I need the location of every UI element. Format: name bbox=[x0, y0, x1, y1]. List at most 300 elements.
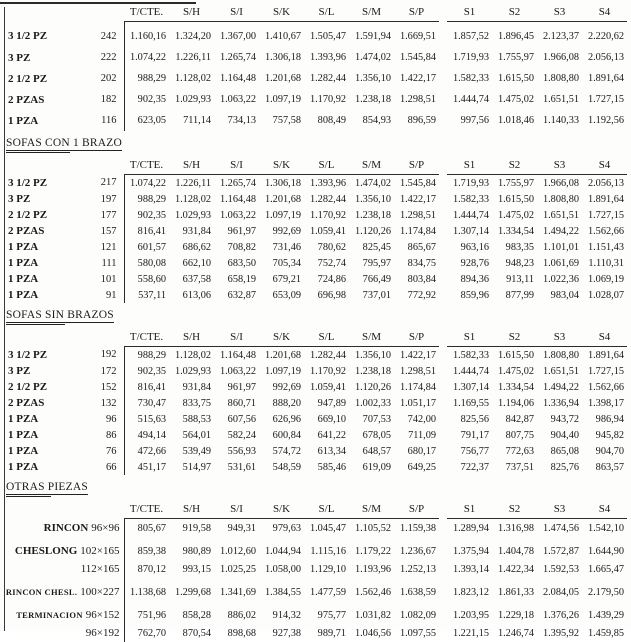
column-gap bbox=[439, 427, 447, 443]
price-cell: 1.120,26 bbox=[354, 225, 391, 237]
row-label-cell bbox=[4, 519, 124, 538]
price-cell: 1.398,17 bbox=[587, 397, 624, 409]
column-header: S/K bbox=[259, 156, 304, 175]
table-row bbox=[4, 379, 627, 395]
column-gap bbox=[439, 411, 447, 427]
price-cell: 1.393,96 bbox=[309, 177, 346, 189]
row-capacity-cell: 217 bbox=[96, 175, 124, 192]
price-cell: 1.307,14 bbox=[452, 225, 489, 237]
column-gap bbox=[439, 271, 447, 287]
price-cell: 948,23 bbox=[505, 257, 534, 269]
column-header: S/I bbox=[214, 500, 259, 519]
column-header: S/I bbox=[214, 156, 259, 175]
table-row bbox=[4, 411, 627, 427]
price-cell: 1.063,22 bbox=[219, 209, 256, 221]
price-cell: 1.002,33 bbox=[354, 397, 391, 409]
price-cell: 931,84 bbox=[182, 225, 211, 237]
price-cell: 1.404,78 bbox=[497, 545, 534, 557]
price-cell: 537,11 bbox=[138, 289, 166, 301]
price-cell: 1.651,51 bbox=[542, 94, 579, 105]
row-label-cell: 1 PZA bbox=[8, 241, 39, 253]
price-cell: 1.236,67 bbox=[399, 545, 436, 557]
column-header: S/H bbox=[169, 500, 214, 519]
table-row bbox=[4, 110, 627, 131]
row-capacity-cell: 121 bbox=[96, 239, 124, 255]
price-cell: 1.591,94 bbox=[354, 31, 391, 42]
price-cell: 904,40 bbox=[550, 429, 579, 441]
price-cell: 986,94 bbox=[595, 413, 624, 425]
price-cell: 1.252,13 bbox=[399, 563, 436, 575]
column-gap bbox=[439, 624, 447, 642]
price-cell: 865,67 bbox=[407, 241, 436, 253]
table-row bbox=[4, 363, 627, 379]
column-gap bbox=[439, 601, 447, 624]
price-cell: 707,53 bbox=[362, 413, 391, 425]
price-cell: 979,63 bbox=[272, 522, 301, 534]
price-cell: 914,32 bbox=[272, 609, 301, 621]
column-header: S/M bbox=[349, 3, 394, 22]
price-cell: 1.298,51 bbox=[399, 209, 436, 221]
price-cell: 1.128,02 bbox=[174, 349, 211, 361]
price-cell: 1.727,15 bbox=[587, 209, 624, 221]
row-label-cell: 3 1/2 PZ bbox=[8, 176, 48, 189]
price-cell: 705,34 bbox=[272, 257, 301, 269]
price-cell: 1.128,02 bbox=[174, 193, 211, 205]
price-cell: 619,09 bbox=[362, 461, 391, 473]
column-header: S/P bbox=[394, 500, 439, 519]
column-header: S/L bbox=[304, 3, 349, 22]
column-header: S/M bbox=[349, 500, 394, 519]
price-cell: 1.194,06 bbox=[497, 397, 534, 409]
price-cell: 585,46 bbox=[317, 461, 346, 473]
row-label-cell bbox=[4, 537, 124, 560]
price-cell: 515,63 bbox=[137, 413, 166, 425]
price-cell: 1.174,84 bbox=[399, 381, 436, 393]
price-cell: 1.727,15 bbox=[587, 365, 624, 377]
price-cell: 1.105,52 bbox=[354, 522, 391, 534]
price-cell: 757,58 bbox=[272, 115, 301, 126]
column-header: S1 bbox=[447, 156, 492, 175]
column-header: S/H bbox=[169, 156, 214, 175]
column-gap bbox=[439, 255, 447, 271]
price-cell: 1.069,19 bbox=[587, 273, 624, 285]
row-label-cell: 2 PZAS bbox=[8, 93, 45, 106]
price-cell: 780,62 bbox=[317, 241, 346, 253]
price-cell: 894,36 bbox=[460, 273, 489, 285]
table-row bbox=[4, 395, 627, 411]
price-cell: 1.059,41 bbox=[309, 225, 346, 237]
price-cell: 653,09 bbox=[272, 289, 301, 301]
column-gap bbox=[439, 47, 447, 68]
price-cell: 1.422,34 bbox=[497, 563, 534, 575]
price-cell: 1.282,44 bbox=[309, 193, 346, 205]
piece-name: TERMINACION bbox=[16, 610, 83, 620]
price-cell: 877,99 bbox=[505, 289, 534, 301]
price-cell: 863,57 bbox=[595, 461, 624, 473]
price-cell: 669,10 bbox=[317, 413, 346, 425]
price-cell: 913,11 bbox=[506, 273, 534, 285]
price-cell: 1.582,33 bbox=[452, 193, 489, 205]
price-cell: 2.220,62 bbox=[587, 31, 624, 42]
price-cell: 1.031,82 bbox=[354, 609, 391, 621]
price-cell: 737,51 bbox=[505, 461, 534, 473]
section-title: SOFAS SIN BRAZOS bbox=[6, 309, 114, 321]
price-cell: 1.226,11 bbox=[175, 177, 211, 189]
price-cell: 919,58 bbox=[182, 522, 211, 534]
price-cell: 623,05 bbox=[137, 115, 166, 126]
column-gap bbox=[439, 537, 447, 560]
price-cell: 1.265,74 bbox=[219, 52, 256, 63]
row-label-cell bbox=[4, 624, 124, 642]
price-cell: 1.444,74 bbox=[452, 365, 489, 377]
price-cell: 1.129,10 bbox=[309, 563, 346, 575]
column-header: S1 bbox=[447, 3, 492, 22]
price-cell: 711,09 bbox=[408, 429, 436, 441]
column-header: S4 bbox=[582, 3, 627, 22]
price-cell: 805,67 bbox=[137, 522, 166, 534]
price-cell: 2.084,05 bbox=[542, 586, 579, 598]
price-cell: 1.025,25 bbox=[219, 563, 256, 575]
price-cell: 514,97 bbox=[182, 461, 211, 473]
price-cell: 842,87 bbox=[505, 413, 534, 425]
price-cell: 983,35 bbox=[505, 241, 534, 253]
table-row bbox=[4, 459, 627, 475]
price-cell: 648,57 bbox=[362, 445, 391, 457]
price-cell: 791,17 bbox=[460, 429, 489, 441]
header-row bbox=[4, 3, 627, 22]
price-cell: 1.061,69 bbox=[542, 257, 579, 269]
price-cell: 1.582,33 bbox=[452, 73, 489, 84]
price-cell: 1.439,29 bbox=[587, 609, 624, 621]
price-cell: 1.097,19 bbox=[264, 365, 301, 377]
price-cell: 859,96 bbox=[460, 289, 489, 301]
price-cell: 1.110,31 bbox=[588, 257, 624, 269]
piece-size: 96×152 bbox=[85, 609, 120, 621]
price-cell: 1.966,08 bbox=[542, 177, 579, 189]
column-header: S/K bbox=[259, 328, 304, 347]
price-cell: 1.669,51 bbox=[399, 31, 436, 42]
column-header: S/M bbox=[349, 156, 394, 175]
price-cell: 678,05 bbox=[362, 429, 391, 441]
price-cell: 1.029,93 bbox=[174, 365, 211, 377]
column-gap bbox=[439, 239, 447, 255]
price-cell: 558,60 bbox=[137, 273, 166, 285]
price-cell: 662,10 bbox=[182, 257, 211, 269]
price-cell: 613,06 bbox=[182, 289, 211, 301]
price-cell: 1.082,09 bbox=[399, 609, 436, 621]
price-cell: 1.638,59 bbox=[399, 586, 436, 598]
price-cell: 1.410,67 bbox=[264, 31, 301, 42]
price-cell: 564,01 bbox=[182, 429, 211, 441]
price-cell: 928,76 bbox=[460, 257, 489, 269]
table-row bbox=[4, 191, 627, 207]
column-header: S1 bbox=[447, 500, 492, 519]
row-label-cell bbox=[4, 601, 124, 624]
row-label-cell: 1 PZA bbox=[8, 257, 39, 269]
price-cell: 1.226,11 bbox=[175, 52, 211, 63]
price-cell: 1.459,85 bbox=[587, 627, 624, 639]
price-cell: 854,93 bbox=[362, 115, 391, 126]
table-row bbox=[4, 223, 627, 239]
price-cell: 1.336,94 bbox=[542, 397, 579, 409]
table-row bbox=[4, 537, 627, 560]
table-row bbox=[4, 578, 627, 601]
row-label-header bbox=[4, 156, 124, 175]
price-cell: 1.059,41 bbox=[309, 381, 346, 393]
row-label-header bbox=[4, 328, 124, 347]
price-cell: 658,19 bbox=[227, 273, 256, 285]
price-cell: 1.324,20 bbox=[174, 31, 211, 42]
row-label-cell bbox=[4, 578, 124, 601]
price-cell: 1.422,17 bbox=[399, 73, 436, 84]
column-header: S/L bbox=[304, 328, 349, 347]
column-gap bbox=[439, 89, 447, 110]
price-cell: 613,34 bbox=[317, 445, 346, 457]
price-cell: 737,01 bbox=[362, 289, 391, 301]
price-cell: 1.203,95 bbox=[452, 609, 489, 621]
price-cell: 1.289,94 bbox=[452, 522, 489, 534]
price-cell: 1.164,48 bbox=[219, 73, 256, 84]
price-cell: 1.282,44 bbox=[309, 73, 346, 84]
row-capacity-cell: 197 bbox=[96, 191, 124, 207]
price-cell: 997,56 bbox=[460, 115, 489, 126]
price-cell: 539,49 bbox=[182, 445, 211, 457]
row-capacity-cell: 157 bbox=[96, 223, 124, 239]
column-gap bbox=[439, 347, 447, 364]
price-table bbox=[4, 3, 627, 131]
row-label-cell: 3 PZ bbox=[8, 193, 31, 205]
price-cell: 1.651,51 bbox=[542, 365, 579, 377]
price-cell: 1.393,96 bbox=[309, 52, 346, 63]
price-cell: 751,96 bbox=[137, 609, 166, 621]
column-gap bbox=[439, 560, 447, 578]
price-cell: 1.201,68 bbox=[264, 349, 301, 361]
price-cell: 1.316,98 bbox=[497, 522, 534, 534]
price-cell: 1.022,36 bbox=[542, 273, 579, 285]
price-cell: 1.046,56 bbox=[354, 627, 391, 639]
table-row bbox=[4, 207, 627, 223]
price-cell: 1.823,12 bbox=[452, 586, 489, 598]
price-cell: 582,24 bbox=[227, 429, 256, 441]
price-cell: 730,47 bbox=[137, 397, 166, 409]
price-cell: 927,38 bbox=[272, 627, 301, 639]
price-cell: 1.857,52 bbox=[452, 31, 489, 42]
price-cell: 904,70 bbox=[595, 445, 624, 457]
row-capacity-cell: 242 bbox=[96, 22, 124, 48]
price-cell: 1.170,92 bbox=[309, 94, 346, 105]
price-cell: 1.029,93 bbox=[174, 209, 211, 221]
price-cell: 574,72 bbox=[272, 445, 301, 457]
price-cell: 556,93 bbox=[227, 445, 256, 457]
price-cell: 807,75 bbox=[505, 429, 534, 441]
price-cell: 752,74 bbox=[317, 257, 346, 269]
price-cell: 1.562,66 bbox=[587, 381, 624, 393]
price-cell: 494,14 bbox=[137, 429, 166, 441]
column-header: T/CTE. bbox=[124, 328, 169, 347]
price-cell: 886,02 bbox=[227, 609, 256, 621]
column-header: S/K bbox=[259, 500, 304, 519]
row-capacity-cell: 101 bbox=[96, 271, 124, 287]
piece-name: RINCON CHESL. bbox=[5, 587, 78, 597]
price-cell: 607,56 bbox=[227, 413, 256, 425]
column-header: S/H bbox=[169, 328, 214, 347]
price-cell: 1.966,08 bbox=[542, 52, 579, 63]
price-cell: 762,70 bbox=[137, 627, 166, 639]
price-cell: 1.615,50 bbox=[497, 349, 534, 361]
price-cell: 1.097,19 bbox=[264, 209, 301, 221]
row-label-cell bbox=[4, 560, 124, 578]
price-cell: 711,14 bbox=[183, 115, 211, 126]
price-cell: 1.192,56 bbox=[587, 115, 624, 126]
price-cell: 1.012,60 bbox=[219, 545, 256, 557]
price-cell: 988,29 bbox=[137, 193, 166, 205]
price-cell: 865,08 bbox=[550, 445, 579, 457]
price-cell: 1.074,22 bbox=[129, 52, 166, 63]
row-capacity-cell: 96 bbox=[96, 411, 124, 427]
price-cell: 833,75 bbox=[182, 397, 211, 409]
row-capacity-cell: 152 bbox=[96, 379, 124, 395]
price-cell: 1.306,18 bbox=[264, 177, 301, 189]
column-gap bbox=[439, 3, 447, 22]
price-cell: 1.179,22 bbox=[354, 545, 391, 557]
column-header: S/H bbox=[169, 3, 214, 22]
price-cell: 947,89 bbox=[317, 397, 346, 409]
price-cell: 756,77 bbox=[460, 445, 489, 457]
price-cell: 1.128,02 bbox=[174, 73, 211, 84]
price-cell: 1.298,51 bbox=[399, 365, 436, 377]
price-cell: 649,25 bbox=[407, 461, 436, 473]
price-cell: 1.265,74 bbox=[219, 177, 256, 189]
price-cell: 993,15 bbox=[182, 563, 211, 575]
price-cell: 870,12 bbox=[137, 563, 166, 575]
price-cell: 825,45 bbox=[362, 241, 391, 253]
column-header: T/CTE. bbox=[124, 156, 169, 175]
price-cell: 696,98 bbox=[317, 289, 346, 301]
price-cell: 1.592,53 bbox=[542, 563, 579, 575]
price-cell: 1.422,17 bbox=[399, 349, 436, 361]
column-header: S/P bbox=[394, 328, 439, 347]
price-cell: 989,71 bbox=[317, 627, 346, 639]
price-cell: 1.444,74 bbox=[452, 209, 489, 221]
row-capacity-cell: 177 bbox=[96, 207, 124, 223]
price-cell: 531,61 bbox=[227, 461, 256, 473]
column-gap bbox=[439, 110, 447, 131]
price-cell: 1.334,54 bbox=[497, 381, 534, 393]
price-cell: 626,96 bbox=[272, 413, 301, 425]
price-cell: 637,58 bbox=[182, 273, 211, 285]
piece-name: CHESLONG bbox=[14, 545, 78, 557]
price-cell: 1.891,64 bbox=[587, 73, 624, 84]
price-cell: 1.505,47 bbox=[309, 31, 346, 42]
price-cell: 1.201,68 bbox=[264, 193, 301, 205]
column-gap bbox=[439, 459, 447, 475]
table-row bbox=[4, 271, 627, 287]
price-cell: 1.063,22 bbox=[219, 365, 256, 377]
column-gap bbox=[439, 379, 447, 395]
price-cell: 1.246,74 bbox=[497, 627, 534, 639]
price-cell: 772,63 bbox=[505, 445, 534, 457]
price-cell: 1.238,18 bbox=[354, 209, 391, 221]
column-header: S3 bbox=[537, 3, 582, 22]
price-cell: 601,57 bbox=[137, 241, 166, 253]
price-cell: 731,46 bbox=[272, 241, 301, 253]
price-cell: 580,08 bbox=[137, 257, 166, 269]
price-cell: 943,72 bbox=[550, 413, 579, 425]
price-cell: 1.475,02 bbox=[497, 94, 534, 105]
price-cell: 1.058,00 bbox=[264, 563, 301, 575]
table-row bbox=[4, 347, 627, 364]
price-cell: 898,68 bbox=[227, 627, 256, 639]
price-cell: 816,41 bbox=[137, 225, 166, 237]
row-label-cell: 1 PZA bbox=[8, 413, 39, 425]
row-label-cell: 1 PZA bbox=[8, 429, 39, 441]
price-cell: 1.238,18 bbox=[354, 365, 391, 377]
price-cell: 1.444,74 bbox=[452, 94, 489, 105]
column-gap bbox=[439, 191, 447, 207]
price-cell: 1.115,16 bbox=[310, 545, 346, 557]
price-cell: 902,35 bbox=[137, 365, 166, 377]
price-cell: 1.367,00 bbox=[219, 31, 256, 42]
row-capacity-cell: 111 bbox=[96, 255, 124, 271]
price-cell: 1.474,56 bbox=[542, 522, 579, 534]
header-row bbox=[4, 156, 627, 175]
column-gap bbox=[439, 207, 447, 223]
row-capacity-cell: 182 bbox=[96, 89, 124, 110]
price-cell: 1.101,01 bbox=[542, 241, 579, 253]
column-gap bbox=[439, 156, 447, 175]
column-header: S3 bbox=[537, 500, 582, 519]
price-cell: 1.891,64 bbox=[587, 349, 624, 361]
price-cell: 983,04 bbox=[550, 289, 579, 301]
price-cell: 975,77 bbox=[317, 609, 346, 621]
price-cell: 1.755,97 bbox=[497, 177, 534, 189]
price-cell: 632,87 bbox=[227, 289, 256, 301]
price-cell: 1.097,55 bbox=[399, 627, 436, 639]
price-cell: 679,21 bbox=[272, 273, 301, 285]
row-label-cell: 2 1/2 PZ bbox=[8, 72, 48, 85]
column-header: S/I bbox=[214, 328, 259, 347]
price-cell: 1.120,26 bbox=[354, 381, 391, 393]
price-cell: 1.193,96 bbox=[354, 563, 391, 575]
price-cell: 1.282,44 bbox=[309, 349, 346, 361]
column-gap bbox=[439, 22, 447, 48]
price-cell: 992,69 bbox=[272, 225, 301, 237]
price-cell: 860,71 bbox=[227, 397, 256, 409]
price-cell: 1.808,80 bbox=[542, 193, 579, 205]
price-cell: 1.719,93 bbox=[452, 177, 489, 189]
table-row bbox=[4, 427, 627, 443]
price-cell: 988,29 bbox=[137, 73, 166, 84]
piece-size: 112×165 bbox=[80, 563, 120, 575]
price-cell: 1.051,17 bbox=[399, 397, 436, 409]
price-cell: 1.174,84 bbox=[399, 225, 436, 237]
column-gap bbox=[439, 578, 447, 601]
row-capacity-cell: 86 bbox=[96, 427, 124, 443]
column-header: T/CTE. bbox=[124, 500, 169, 519]
price-cell: 961,97 bbox=[227, 381, 256, 393]
row-label-header bbox=[4, 500, 124, 519]
column-header: S/L bbox=[304, 156, 349, 175]
price-cell: 1.719,93 bbox=[452, 52, 489, 63]
price-cell: 2.123,37 bbox=[542, 31, 579, 42]
price-cell: 600,84 bbox=[272, 429, 301, 441]
row-capacity-cell: 222 bbox=[96, 47, 124, 68]
price-cell: 1.384,55 bbox=[264, 586, 301, 598]
column-header: T/CTE. bbox=[124, 3, 169, 22]
price-cell: 1.665,47 bbox=[587, 563, 624, 575]
row-label-cell: 3 PZ bbox=[8, 365, 31, 377]
row-capacity-cell: 76 bbox=[96, 443, 124, 459]
